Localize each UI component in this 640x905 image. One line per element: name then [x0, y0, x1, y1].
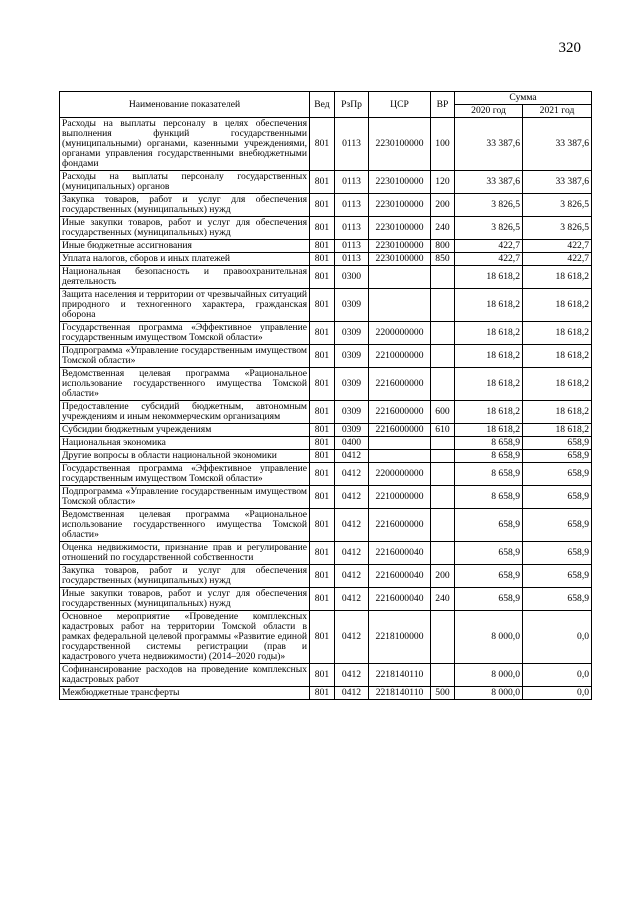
cell-2021: 18 618,2	[523, 322, 592, 345]
cell-2020: 658,9	[455, 588, 523, 611]
cell-name: Национальная безопасность и правоохранительная деятельность	[60, 266, 310, 289]
cell-name: Защита населения и территории от чрезвычайных ситуаций природного и техногенного характера, гражданская оборона	[60, 289, 310, 322]
cell-csr: 2230100000	[369, 240, 431, 253]
cell-2021: 18 618,2	[523, 289, 592, 322]
table-row	[60, 345, 592, 368]
cell-name: Национальная экономика	[60, 437, 310, 450]
cell-ved: 801	[310, 171, 335, 194]
cell-2020: 33 387,6	[455, 118, 523, 171]
cell-vr: 600	[431, 401, 455, 424]
table-row	[60, 463, 592, 486]
cell-csr: 2216000000	[369, 401, 431, 424]
cell-rzpr: 0309	[335, 345, 369, 368]
cell-2020: 3 826,5	[455, 194, 523, 217]
cell-2021: 33 387,6	[523, 118, 592, 171]
cell-name: Уплата налогов, сборов и иных платежей	[60, 253, 310, 266]
cell-2020: 422,7	[455, 240, 523, 253]
cell-vr	[431, 611, 455, 664]
cell-2021: 658,9	[523, 542, 592, 565]
cell-csr: 2210000000	[369, 345, 431, 368]
cell-2020: 422,7	[455, 253, 523, 266]
cell-2021: 18 618,2	[523, 424, 592, 437]
table-row	[60, 450, 592, 463]
cell-csr: 2218100000	[369, 611, 431, 664]
cell-csr: 2210000000	[369, 486, 431, 509]
cell-name: Иные бюджетные ассигнования	[60, 240, 310, 253]
cell-ved: 801	[310, 437, 335, 450]
cell-ved: 801	[310, 368, 335, 401]
cell-rzpr: 0412	[335, 611, 369, 664]
table-row	[60, 424, 592, 437]
header-2021: 2021 год	[523, 105, 592, 118]
cell-2021: 658,9	[523, 509, 592, 542]
cell-rzpr: 0412	[335, 565, 369, 588]
cell-2021: 422,7	[523, 240, 592, 253]
cell-2021: 18 618,2	[523, 401, 592, 424]
cell-ved: 801	[310, 565, 335, 588]
cell-rzpr: 0412	[335, 509, 369, 542]
cell-2020: 18 618,2	[455, 424, 523, 437]
cell-2020: 3 826,5	[455, 217, 523, 240]
cell-2020: 8 658,9	[455, 463, 523, 486]
cell-csr: 2218140110	[369, 687, 431, 700]
table-row	[60, 509, 592, 542]
cell-name: Софинансирование расходов на проведение комплексных кадастровых работ	[60, 664, 310, 687]
cell-rzpr: 0400	[335, 437, 369, 450]
table-row	[60, 565, 592, 588]
cell-vr: 500	[431, 687, 455, 700]
page-number: 320	[558, 40, 581, 56]
cell-ved: 801	[310, 266, 335, 289]
cell-rzpr: 0309	[335, 322, 369, 345]
header-rzpr: РзПр	[335, 92, 369, 118]
table-row	[60, 542, 592, 565]
cell-vr: 100	[431, 118, 455, 171]
cell-csr: 2230100000	[369, 194, 431, 217]
cell-2020: 18 618,2	[455, 289, 523, 322]
table-row	[60, 687, 592, 700]
table-body	[60, 118, 592, 700]
table-row	[60, 588, 592, 611]
cell-vr: 120	[431, 171, 455, 194]
cell-name: Оценка недвижимости, признание прав и регулирование отношений по государственной собственности	[60, 542, 310, 565]
cell-ved: 801	[310, 509, 335, 542]
cell-2020: 18 618,2	[455, 401, 523, 424]
cell-rzpr: 0300	[335, 266, 369, 289]
table-row	[60, 611, 592, 664]
table-row	[60, 664, 592, 687]
cell-name: Субсидии бюджетным учреждениям	[60, 424, 310, 437]
cell-csr: 2200000000	[369, 463, 431, 486]
cell-2021: 18 618,2	[523, 368, 592, 401]
cell-csr: 2216000000	[369, 368, 431, 401]
cell-ved: 801	[310, 463, 335, 486]
cell-vr: 610	[431, 424, 455, 437]
cell-2021: 18 618,2	[523, 345, 592, 368]
table-row	[60, 240, 592, 253]
cell-2021: 0,0	[523, 687, 592, 700]
cell-2020: 8 658,9	[455, 450, 523, 463]
cell-name: Закупка товаров, работ и услуг для обеспечения государственных (муниципальных) нужд	[60, 194, 310, 217]
budget-table	[59, 91, 592, 700]
cell-csr: 2216000040	[369, 588, 431, 611]
cell-ved: 801	[310, 289, 335, 322]
table-row	[60, 118, 592, 171]
header-2020: 2020 год	[455, 105, 523, 118]
cell-csr: 2218140110	[369, 664, 431, 687]
cell-rzpr: 0412	[335, 687, 369, 700]
cell-2021: 0,0	[523, 611, 592, 664]
cell-ved: 801	[310, 611, 335, 664]
cell-csr: 2230100000	[369, 253, 431, 266]
cell-2020: 658,9	[455, 565, 523, 588]
cell-2020: 8 658,9	[455, 486, 523, 509]
cell-ved: 801	[310, 424, 335, 437]
cell-rzpr: 0113	[335, 194, 369, 217]
cell-ved: 801	[310, 450, 335, 463]
cell-vr: 200	[431, 565, 455, 588]
cell-name: Ведомственная целевая программа «Рациональное использование государственного имущества Томской области»	[60, 509, 310, 542]
cell-name: Основное мероприятие «Проведение комплексных кадастровых работ на территории Томской области в рамках федеральной целевой программы «Развитие единой государственной системы регистрации (прав и кадастрового учета недвижимости) (2014–2020 годы)»	[60, 611, 310, 664]
cell-csr: 2216000040	[369, 565, 431, 588]
cell-2021: 0,0	[523, 664, 592, 687]
cell-2020: 18 618,2	[455, 345, 523, 368]
cell-2021: 33 387,6	[523, 171, 592, 194]
cell-csr: 2216000000	[369, 509, 431, 542]
header-row	[60, 92, 592, 105]
cell-2021: 658,9	[523, 486, 592, 509]
cell-name: Ведомственная целевая программа «Рациональное использование государственного имущества Томской области»	[60, 368, 310, 401]
table-row	[60, 217, 592, 240]
cell-csr: 2230100000	[369, 217, 431, 240]
cell-2020: 18 618,2	[455, 368, 523, 401]
cell-rzpr: 0412	[335, 463, 369, 486]
header-name: Наименование показателей	[60, 92, 310, 118]
cell-2020: 18 618,2	[455, 322, 523, 345]
cell-csr: 2216000000	[369, 424, 431, 437]
cell-rzpr: 0412	[335, 664, 369, 687]
cell-vr	[431, 322, 455, 345]
cell-rzpr: 0412	[335, 450, 369, 463]
cell-rzpr: 0113	[335, 171, 369, 194]
cell-rzpr: 0309	[335, 424, 369, 437]
table-row	[60, 437, 592, 450]
cell-vr	[431, 345, 455, 368]
cell-rzpr: 0309	[335, 368, 369, 401]
cell-ved: 801	[310, 240, 335, 253]
cell-name: Предоставление субсидий бюджетным, автономным учреждениям и иным некоммерческим организациям	[60, 401, 310, 424]
table-row	[60, 486, 592, 509]
cell-2021: 18 618,2	[523, 266, 592, 289]
cell-vr: 850	[431, 253, 455, 266]
cell-2020: 8 000,0	[455, 687, 523, 700]
cell-vr	[431, 368, 455, 401]
cell-csr	[369, 450, 431, 463]
cell-rzpr: 0113	[335, 118, 369, 171]
cell-2021: 422,7	[523, 253, 592, 266]
header-vr: ВР	[431, 92, 455, 118]
cell-rzpr: 0113	[335, 253, 369, 266]
cell-csr	[369, 437, 431, 450]
cell-ved: 801	[310, 542, 335, 565]
cell-ved: 801	[310, 345, 335, 368]
cell-rzpr: 0412	[335, 588, 369, 611]
cell-name: Государственная программа «Эффективное управление государственным имуществом Томской области»	[60, 322, 310, 345]
cell-name: Иные закупки товаров, работ и услуг для обеспечения государственных (муниципальных) нужд	[60, 588, 310, 611]
cell-2021: 658,9	[523, 463, 592, 486]
cell-name: Подпрограмма «Управление государственным имуществом Томской области»	[60, 345, 310, 368]
cell-vr	[431, 289, 455, 322]
cell-vr	[431, 437, 455, 450]
cell-ved: 801	[310, 194, 335, 217]
cell-rzpr: 0113	[335, 217, 369, 240]
table-row	[60, 253, 592, 266]
cell-vr: 240	[431, 588, 455, 611]
cell-name: Государственная программа «Эффективное управление государственным имуществом Томской области»	[60, 463, 310, 486]
cell-vr	[431, 664, 455, 687]
cell-2020: 33 387,6	[455, 171, 523, 194]
cell-csr	[369, 266, 431, 289]
table-row	[60, 401, 592, 424]
cell-2021: 658,9	[523, 450, 592, 463]
cell-vr	[431, 509, 455, 542]
cell-2021: 658,9	[523, 437, 592, 450]
cell-csr: 2200000000	[369, 322, 431, 345]
cell-2020: 8 000,0	[455, 611, 523, 664]
cell-rzpr: 0412	[335, 486, 369, 509]
cell-vr: 200	[431, 194, 455, 217]
cell-vr	[431, 542, 455, 565]
cell-ved: 801	[310, 486, 335, 509]
header-csr: ЦСР	[369, 92, 431, 118]
cell-name: Расходы на выплаты персоналу в целях обеспечения выполнения функций государственными (муниципальными) органами, казенными учреждениями, органами управления государственными внебюджетными фондами	[60, 118, 310, 171]
table-row	[60, 322, 592, 345]
cell-ved: 801	[310, 322, 335, 345]
cell-2020: 658,9	[455, 509, 523, 542]
cell-rzpr: 0412	[335, 542, 369, 565]
cell-2021: 3 826,5	[523, 194, 592, 217]
cell-vr: 800	[431, 240, 455, 253]
cell-csr: 2230100000	[369, 118, 431, 171]
cell-2020: 18 618,2	[455, 266, 523, 289]
cell-csr: 2216000040	[369, 542, 431, 565]
cell-vr: 240	[431, 217, 455, 240]
cell-name: Межбюджетные трансферты	[60, 687, 310, 700]
header-sum: Сумма	[455, 92, 592, 105]
cell-name: Иные закупки товаров, работ и услуг для обеспечения государственных (муниципальных) нужд	[60, 217, 310, 240]
cell-rzpr: 0309	[335, 289, 369, 322]
cell-ved: 801	[310, 217, 335, 240]
cell-ved: 801	[310, 664, 335, 687]
cell-vr	[431, 450, 455, 463]
cell-2020: 8 000,0	[455, 664, 523, 687]
cell-rzpr: 0113	[335, 240, 369, 253]
table-row	[60, 266, 592, 289]
cell-ved: 801	[310, 687, 335, 700]
cell-2021: 658,9	[523, 588, 592, 611]
cell-csr: 2230100000	[369, 171, 431, 194]
cell-rzpr: 0309	[335, 401, 369, 424]
cell-vr	[431, 463, 455, 486]
cell-ved: 801	[310, 253, 335, 266]
cell-2020: 658,9	[455, 542, 523, 565]
cell-2021: 658,9	[523, 565, 592, 588]
cell-name: Закупка товаров, работ и услуг для обеспечения государственных (муниципальных) нужд	[60, 565, 310, 588]
table-row	[60, 368, 592, 401]
cell-ved: 801	[310, 401, 335, 424]
cell-name: Подпрограмма «Управление государственным имуществом Томской области»	[60, 486, 310, 509]
cell-vr	[431, 266, 455, 289]
table-row	[60, 289, 592, 322]
cell-2021: 3 826,5	[523, 217, 592, 240]
table-row	[60, 171, 592, 194]
cell-csr	[369, 289, 431, 322]
cell-2020: 8 658,9	[455, 437, 523, 450]
cell-vr	[431, 486, 455, 509]
table-row	[60, 194, 592, 217]
cell-ved: 801	[310, 588, 335, 611]
header-ved: Вед	[310, 92, 335, 118]
cell-ved: 801	[310, 118, 335, 171]
cell-name: Другие вопросы в области национальной экономики	[60, 450, 310, 463]
cell-name: Расходы на выплаты персоналу государственных (муниципальных) органов	[60, 171, 310, 194]
